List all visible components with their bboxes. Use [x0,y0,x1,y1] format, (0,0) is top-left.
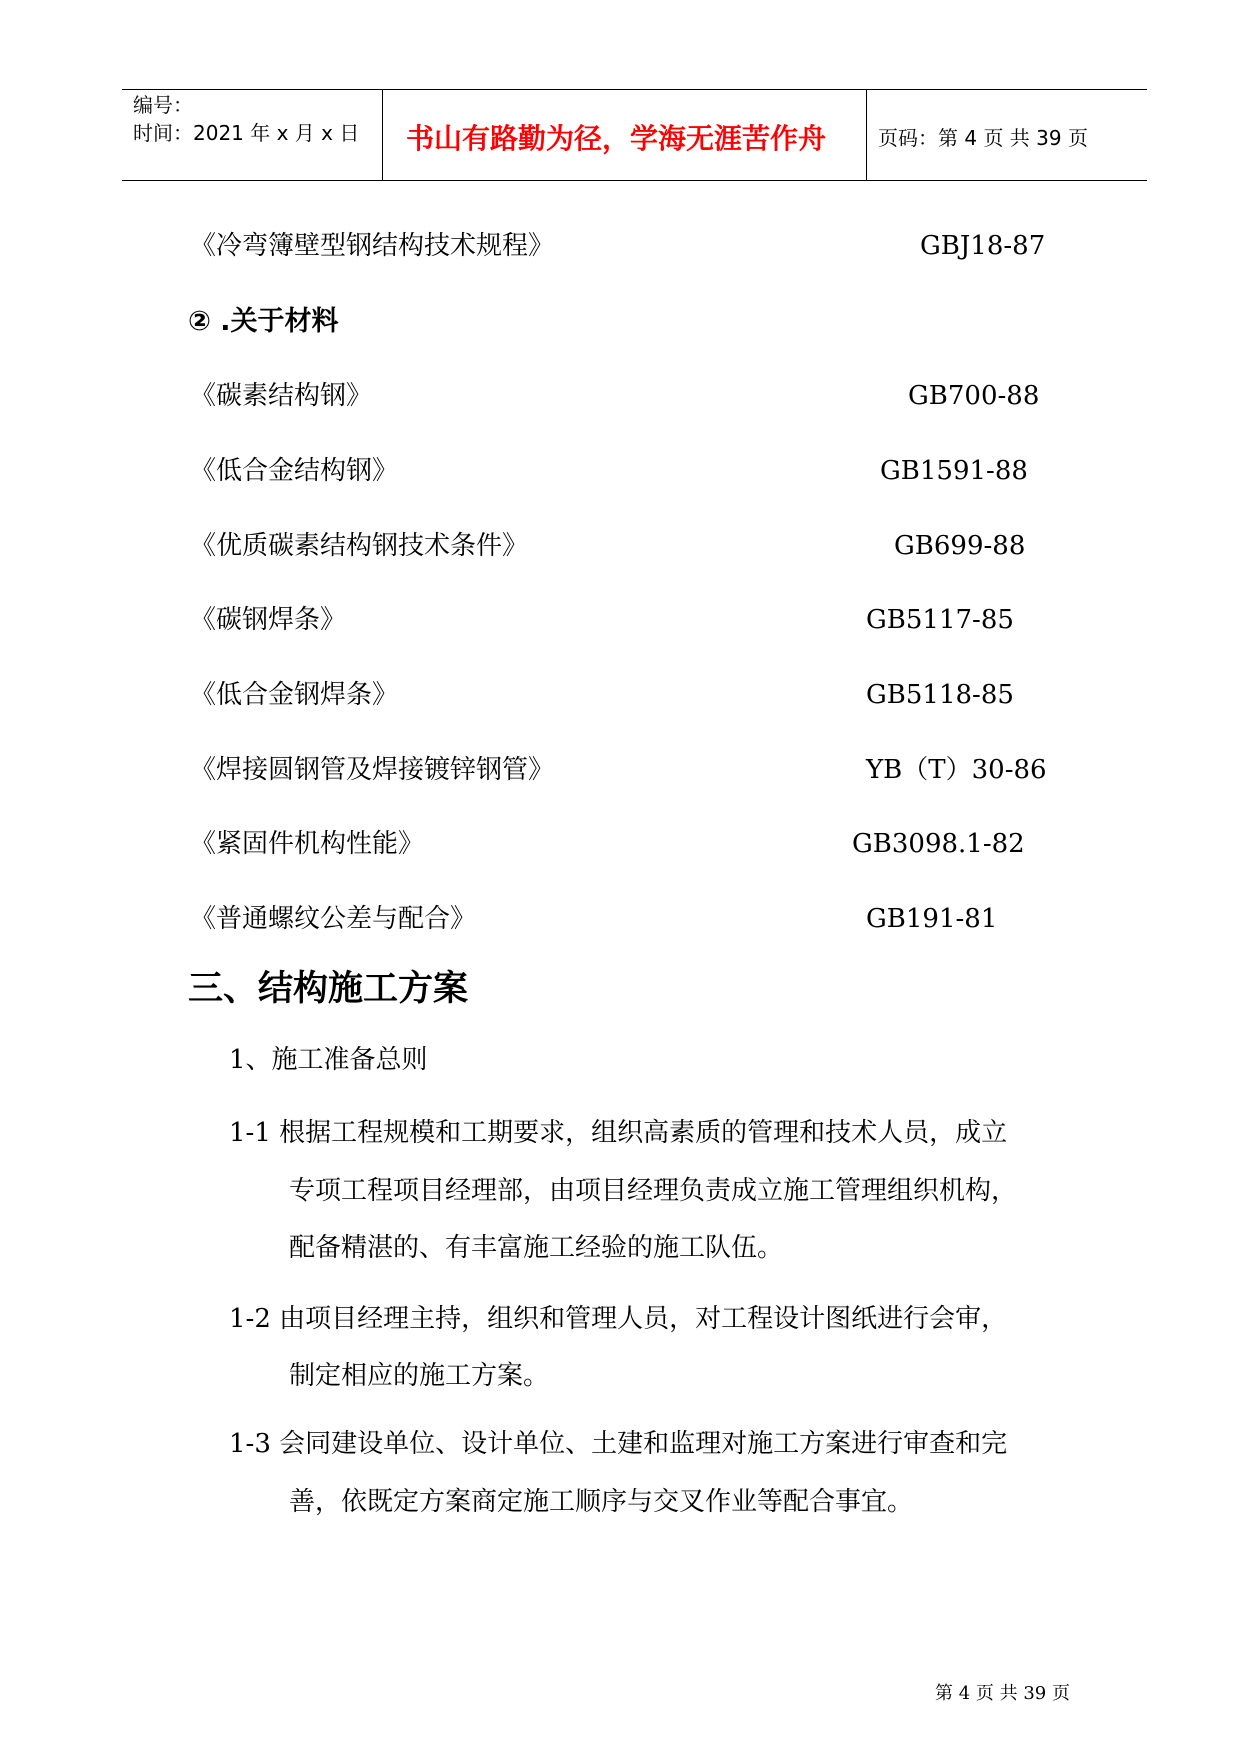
section-heading: 三、结构施工方案 [188,969,469,1009]
reference-code: GB699-88 [894,531,1026,561]
paragraph-line: 1-1 根据工程规模和工期要求，组织高素质的管理和技术人员，成立 [229,1118,1008,1148]
materials-heading: ② .关于材料 [188,306,339,337]
reference-title: 《碳钢焊条》 [190,605,347,635]
reference-title: 《冷弯簿壁型钢结构技术规程》 [190,231,555,261]
reference-code: GBJ18-87 [920,231,1046,261]
reference-code: GB5118-85 [866,680,1014,710]
reference-title: 《优质碳素结构钢技术条件》 [190,531,529,561]
reference-code: GB700-88 [908,381,1040,411]
header-divider [866,90,867,180]
header-divider [382,90,383,180]
document-date-label: 时间：2021 年 x 月 x 日 [133,121,360,145]
header-page-number: 页码：第 4 页 共 39 页 [878,126,1088,150]
reference-code: GB3098.1-82 [852,829,1025,859]
paragraph-line: 制定相应的施工方案。 [289,1361,550,1391]
paragraph-line: 1-2 由项目经理主持，组织和管理人员，对工程设计图纸进行会审， [229,1304,1008,1334]
reference-code: GB1591-88 [880,456,1028,486]
reference-title: 《普通螺纹公差与配合》 [190,904,477,934]
reference-code: YB（T）30-86 [866,755,1047,785]
reference-title: 《焊接圆钢管及焊接镀锌钢管》 [190,755,555,785]
paragraph-line: 1-3 会同建设单位、设计单位、土建和监理对施工方案进行审查和完 [229,1429,1008,1459]
reference-title: 《紧固件机构性能》 [190,829,425,859]
reference-title: 《碳素结构钢》 [190,381,373,411]
reference-code: GB191-81 [866,904,998,934]
paragraph-line: 配备精湛的、有丰富施工经验的施工队伍。 [289,1233,784,1263]
reference-title: 《低合金钢焊条》 [190,680,399,710]
page-header [122,89,1147,181]
paragraph-line: 专项工程项目经理部，由项目经理负责成立施工管理组织机构， [289,1176,1018,1206]
reference-code: GB5117-85 [866,605,1014,635]
reference-title: 《低合金结构钢》 [190,456,399,486]
subsection-heading: 1、施工准备总则 [229,1045,428,1075]
document-number-label: 编号： [133,93,193,117]
page-footer: 第 4 页 共 39 页 [935,1683,1070,1704]
header-motto: 书山有路勤为径，学海无涯苦作舟 [406,122,827,155]
paragraph-line: 善，依既定方案商定施工顺序与交叉作业等配合事宜。 [289,1487,914,1517]
